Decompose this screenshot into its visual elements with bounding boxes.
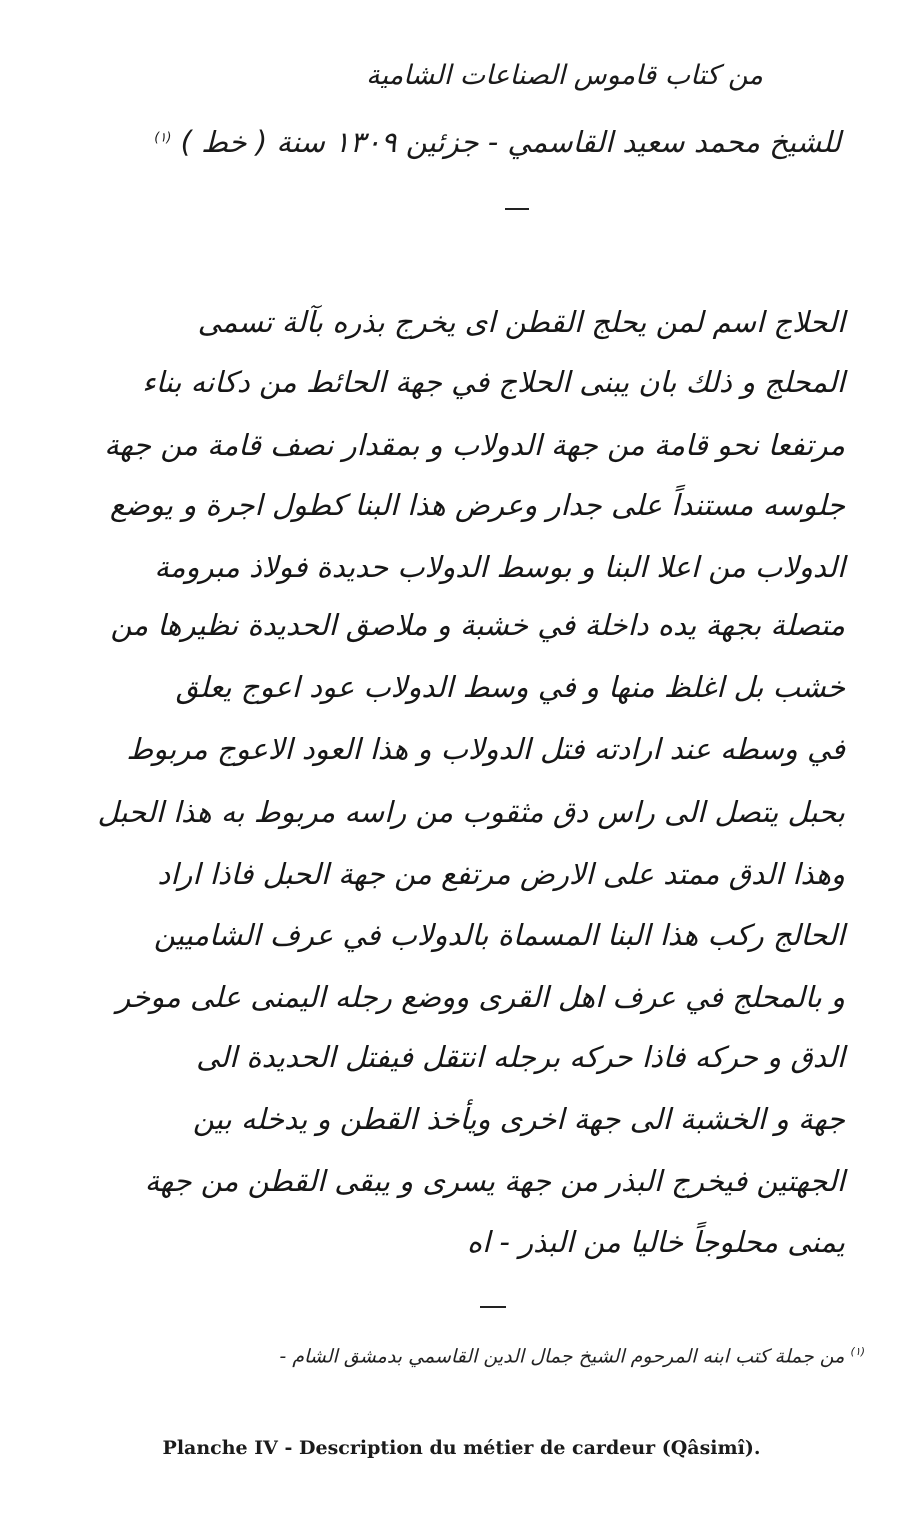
heading-author-text: للشيخ محمد سعيد القاسمي - جزئين ١٣٠٩ سنة ( خط ): [180, 125, 841, 159]
manuscript-line: يمنى محلوجاً خاليا من البذر - اه: [466, 1225, 845, 1259]
footnote-reference-marker: (١): [154, 130, 172, 146]
plate-caption: Planche IV - Description du métier de cardeur (Qâsimî).: [162, 1437, 761, 1459]
manuscript-line: مرتفعا نحو قامة من جهة الدولاب و بمقدار نصف قامة من جهة: [104, 428, 845, 462]
manuscript-line: جلوسه مستنداً على جدار وعرض هذا البنا كطول اجرة و يوضع: [109, 488, 845, 522]
manuscript-line: الحالج ركب هذا البنا المسماة بالدولاب في عرف الشاميين: [153, 918, 845, 952]
manuscript-line: الجهتين فيخرج البذر من جهة يسرى و يبقى القطن من جهة: [144, 1164, 845, 1198]
manuscript-line: الحلاج اسم لمن يحلج القطن اى يخرج بذره بآلة تسمى: [197, 305, 845, 339]
manuscript-line: وهذا الدق ممتد على الارض مرتفع من جهة الحبل فاذا اراد: [157, 857, 845, 891]
footnote-marker: (١): [850, 1345, 865, 1358]
manuscript-line: الدولاب من اعلا البنا و بوسط الدولاب حديدة فولاذ مبرومة: [154, 550, 845, 584]
manuscript-line: خشب بل اغلظ منها و في وسط الدولاب عود اعوج يعلق: [175, 670, 845, 704]
manuscript-line: و بالمحلج في عرف اهل القرى ووضع رجله اليمنى على موخر: [116, 980, 845, 1014]
manuscript-line: متصلة بجهة يده داخلة في خشبة و ملاصق الحديدة نظيرها من: [110, 608, 845, 642]
footnote-text: من جملة كتب ابنه المرحوم الشيخ جمال الدين القاسمي بدمشق الشام -: [279, 1345, 845, 1368]
divider-bottom: [480, 1306, 506, 1308]
manuscript-line: جهة و الخشبة الى جهة اخرى ويأخذ القطن و يدخله بين: [192, 1102, 845, 1136]
heading-author-line: [154, 125, 841, 159]
heading-source-title: من كتاب قاموس الصناعات الشامية: [366, 60, 763, 91]
manuscript-line: الدق و حركه فاذا حركه برجله انتقل فيفتل الحديدة الى: [196, 1040, 845, 1074]
footnote: [279, 1345, 865, 1367]
manuscript-line: بحبل يتصل الى راس دق مثقوب من راسه مربوط به هذا الحبل: [97, 795, 845, 829]
manuscript-line: في وسطه عند ارادته فتل الدولاب و هذا العود الاعوج مربوط: [126, 732, 845, 766]
divider-top: [505, 208, 529, 210]
manuscript-line: المحلج و ذلك بان يبنى الحلاج في جهة الحائط من دكانه بناء: [142, 365, 845, 399]
